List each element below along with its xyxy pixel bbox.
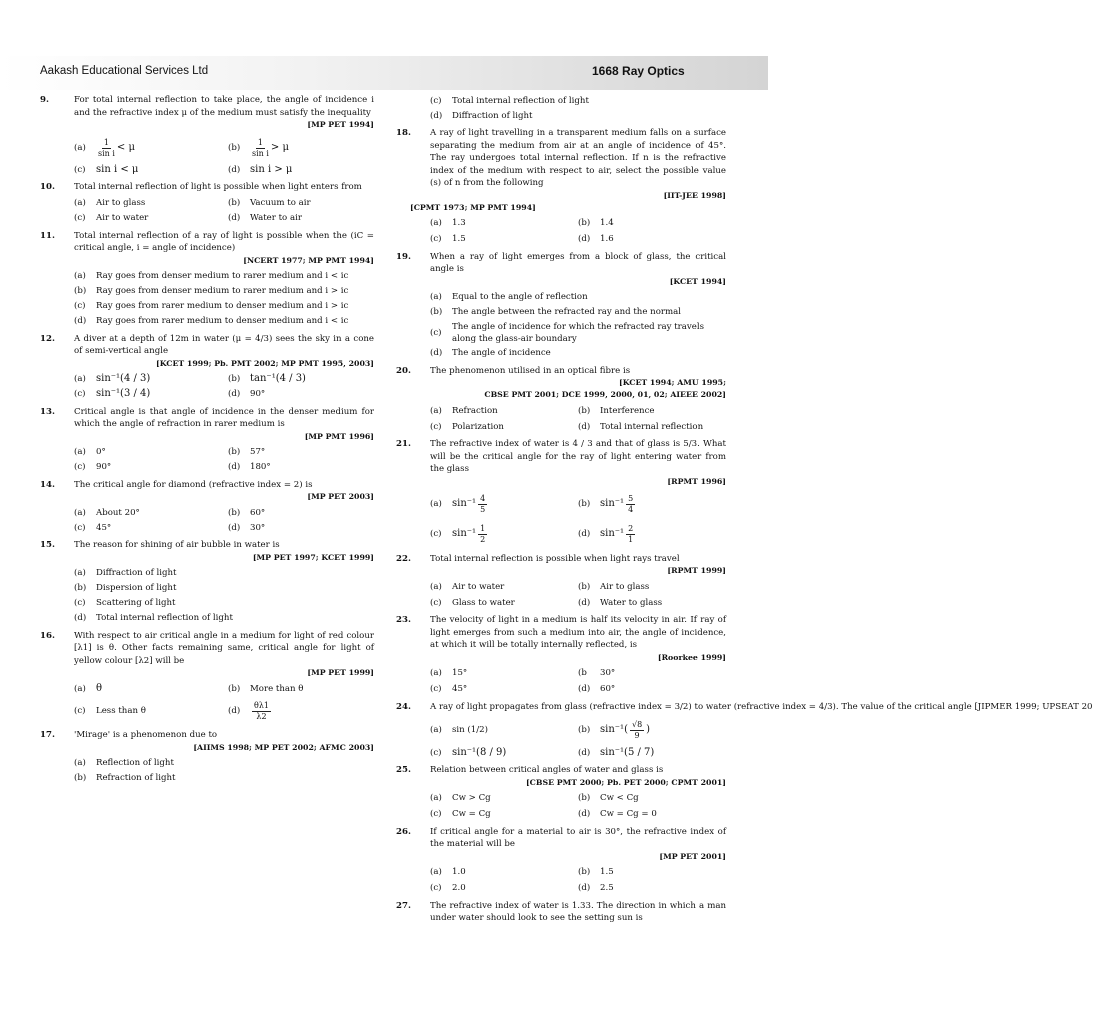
option-d: (d) 180° — [228, 462, 271, 473]
option-b: (b) $\frac{1}{\text{sin i}}$ > μ — [228, 137, 289, 158]
question-source: [MP PET 2001] — [659, 851, 726, 861]
question-stem: When a ray of light emerges from a block of glass, the critical angle is — [430, 251, 726, 274]
option-a: (a) Equal to the angle of reflection — [430, 292, 588, 303]
options — [430, 404, 726, 434]
question-number: 13. — [40, 406, 55, 417]
question-number: 10. — [40, 182, 55, 192]
question-21 — [396, 438, 726, 549]
option-a: (a) 0° — [74, 447, 106, 458]
options — [74, 197, 374, 226]
option-a: (a) Reflection of light — [74, 758, 174, 769]
option-b: (b) sin⁻¹ $\frac{5}{4}$ — [578, 494, 634, 514]
question-number: 21. — [396, 439, 411, 449]
option-b: (b) More than θ — [228, 683, 304, 694]
option-c: (c) 45° — [74, 522, 112, 533]
question-11 — [40, 230, 374, 329]
options — [430, 866, 726, 896]
question-source: [MP PMT 1996] — [304, 431, 374, 441]
question-26 — [396, 826, 726, 896]
options — [74, 567, 374, 626]
option-d: (d) Water to air — [228, 213, 302, 224]
question-17 — [40, 729, 374, 786]
question-stem: A ray of light travelling in a transparent medium falls on a surface separating the medium from air at an angle of incidence of 45°. The ray undergoes total internal reflection. If n is the refractive index of the medium with respect to air, select the possible value (s) of n from the following — [430, 128, 726, 188]
question-23 — [396, 614, 726, 697]
option-d: (d) 90° — [228, 389, 266, 400]
left-column — [40, 94, 374, 790]
question-13 — [40, 406, 374, 475]
option-d: (d) sin i > μ — [228, 163, 293, 175]
options — [430, 94, 726, 123]
option-a: (a) 15° — [430, 668, 468, 679]
question-stem: The velocity of light in a medium is half its velocity in air. If ray of light emerges from such a medium into air, the angle of incidence, at which it will be totally internally reflected, is — [430, 615, 726, 650]
option-d: (d) 1.6 — [578, 234, 614, 245]
option-a: (a) Air to glass — [74, 198, 146, 209]
fraction: $\frac{√8}{9}$ — [631, 719, 643, 740]
question-19 — [396, 251, 726, 361]
option-d: (d) 60° — [578, 684, 616, 695]
question-source-secondary: CBSE PMT 2001; DCE 1999, 2000, 01, 02; AIEEE 2002] — [484, 390, 726, 399]
question-number: 26. — [396, 826, 411, 837]
fraction: $\frac{5}{4}$ — [628, 494, 634, 514]
options — [74, 373, 374, 402]
option-d: (d) Total internal reflection of light — [74, 613, 233, 624]
question-stem: Total internal reflection of a ray of light is possible when the (iC = critical angle, i = angle of incidence) — [74, 230, 374, 253]
question-17-continued — [396, 94, 726, 123]
option-d: (d) 2.5 — [578, 883, 614, 894]
option-b: (b) Refraction of light — [74, 773, 176, 784]
question-number: 17. — [40, 730, 55, 740]
option-c: (c) 2.0 — [430, 883, 466, 894]
option-d: (d) sin⁻¹(5 / 7) — [578, 746, 655, 758]
options — [430, 580, 726, 610]
question-22 — [396, 553, 726, 611]
question-27 — [396, 900, 726, 925]
question-source: [CBSE PMT 2000; Pb. PET 2000; CPMT 2001] — [525, 777, 726, 787]
options — [430, 792, 726, 822]
question-stem: Critical angle is that angle of incidence in the denser medium for which the angle of refraction in rarer medium is — [74, 406, 374, 429]
question-source-secondary: [CPMT 1973; MP PMT 1994] — [410, 202, 536, 212]
question-source: [MP PET 1994] — [307, 120, 374, 129]
option-b: (b) tan⁻¹(4 / 3) — [228, 373, 306, 385]
question-9 — [40, 94, 374, 177]
question-stem: If critical angle for a material to air is 30°, the refractive index of the material will be — [430, 826, 726, 849]
option-b: (b) 60° — [228, 507, 266, 518]
options — [430, 667, 726, 697]
fraction: $\frac{1}{\text{sin i}}$ — [252, 137, 269, 158]
option-d: (d) Cw = Cg = 0 — [578, 809, 657, 820]
question-number: 11. — [40, 230, 55, 241]
option-a: (a) $\frac{1}{\text{sin i}}$ < μ — [74, 137, 135, 158]
question-stem: The phenomenon utilised in an optical fibre is — [430, 365, 631, 376]
fraction: $\frac{\theta\lambda 1}{\lambda 2}$ — [254, 700, 269, 721]
option-c: (c) Glass to water — [430, 597, 515, 608]
option-a: (a) sin⁻¹ $\frac{4}{5}$ — [430, 494, 486, 514]
question-stem: The reason for shining of air bubble in water is — [74, 540, 280, 550]
option-b: (b) 1.4 — [578, 218, 614, 229]
option-b: (b) sin⁻¹ ( $\frac{√8}{9}$ ) — [578, 719, 651, 740]
question-source: [MP PET 1999] — [307, 668, 374, 677]
option-a: (a) 1.0 — [430, 867, 466, 878]
top-margin — [0, 0, 768, 56]
question-number: 20. — [396, 365, 411, 376]
option-d: (d) $\frac{\theta\lambda 1}{\lambda 2}$ — [228, 700, 269, 721]
option-a: (a) sin (1/2) — [430, 724, 488, 735]
option-a: (a) Air to water — [430, 581, 505, 592]
publisher-name: Aakash Educational Services Ltd — [40, 65, 209, 77]
option-c: (c) 1.5 — [430, 234, 466, 245]
option-c: (c) 90° — [74, 462, 112, 473]
option-a: (a) Diffraction of light — [74, 568, 177, 579]
question-25 — [396, 764, 726, 822]
fraction: $\frac{4}{5}$ — [480, 494, 486, 514]
option-c: (c) Scattering of light — [74, 598, 176, 609]
question-24 — [396, 701, 1093, 761]
question-number: 19. — [396, 251, 411, 262]
option-d: (d) Total internal reflection — [578, 421, 704, 432]
question-source: [RPMT 1996] — [667, 476, 726, 486]
option-b: (b) Interference — [578, 405, 655, 416]
question-number: 23. — [396, 615, 411, 625]
question-20 — [396, 365, 726, 435]
question-number: 16. — [40, 630, 55, 641]
question-stem: 'Mirage' is a phenomenon due to — [74, 730, 218, 740]
question-stem: For total internal reflection to take place, the angle of incidence i and the refractive index μ of the medium must satisfy the inequality — [74, 95, 374, 118]
option-b: (b) The angle between the refracted ray and the normal — [430, 307, 681, 318]
option-d: (d) Water to glass — [578, 597, 663, 608]
question-stem: The refractive index of water is 1.33. The direction in which a man under water should look to see the setting sun is — [430, 900, 726, 923]
question-stem: The critical angle for diamond (refractive index = 2) is — [74, 479, 313, 490]
options — [430, 291, 726, 361]
option-a: (a) About 20° — [74, 507, 140, 518]
option-d: (d) Diffraction of light — [430, 110, 533, 121]
option-c: (c) Cw = Cg — [430, 809, 491, 820]
option-d: (d) The angle of incidence — [430, 348, 551, 359]
option-c: (c) The angle of incidence for which the refracted ray travels along the glass-air boundary — [430, 321, 705, 344]
question-stem: Total internal reflection is possible when light rays travel — [430, 553, 680, 564]
options — [74, 506, 374, 535]
question-number: 27. — [396, 900, 411, 911]
question-source: [NCERT 1977; MP PMT 1994] — [243, 255, 374, 265]
question-number: 15. — [40, 540, 55, 550]
option-b: (b) Air to glass — [578, 581, 650, 592]
question-number: 14. — [40, 479, 55, 490]
question-source: [RPMT 1999] — [667, 566, 726, 575]
option-a: (a) Cw > Cg — [430, 793, 491, 804]
option-c: (c) sin⁻¹(8 / 9) — [430, 746, 507, 758]
question-number: 18. — [396, 128, 411, 138]
option-d: (d) Ray goes from rarer medium to denser medium and i < ic — [74, 316, 349, 327]
option-c: (c) Less than θ — [74, 705, 146, 716]
question-source: [KCET 1994; AMU 1995; — [619, 378, 726, 387]
question-stem: A ray of light propagates from glass (refractive index = 3/2) to water (refractive index = 4/3). The value of the critical angle [JIPMER 1999; UPSEAT 20 — [430, 701, 1093, 712]
question-source: [KCET 1999; Pb. PMT 2002; MP PMT 1995, 2003] — [156, 358, 374, 368]
option-a: (a) 1.3 — [430, 218, 466, 229]
question-18 — [396, 127, 726, 247]
page-header — [0, 56, 768, 90]
question-15 — [40, 539, 374, 626]
option-c: (c) Polarization — [430, 421, 504, 432]
question-source: [IIT-JEE 1998] — [663, 190, 726, 200]
option-b: (b 30° — [578, 668, 616, 679]
fraction: $\frac{2}{1}$ — [628, 524, 634, 544]
question-12 — [40, 333, 374, 402]
options — [430, 716, 726, 760]
option-c: (c) Air to water — [74, 213, 149, 224]
question-stem: The refractive index of water is 4 / 3 and that of glass is 5/3. What will be the critical angle for the ray of light entering water from the glass — [430, 439, 726, 474]
options — [74, 134, 374, 177]
question-source: [Roorkee 1999] — [657, 652, 726, 662]
options — [74, 757, 374, 786]
question-stem: Relation between critical angles of water and glass is — [430, 765, 664, 775]
option-d: (d) sin⁻¹ $\frac{2}{1}$ — [578, 524, 634, 544]
option-b: (b) 1.5 — [578, 867, 614, 878]
option-b: (b) Ray goes from denser medium to rarer medium and i > ic — [74, 286, 349, 297]
option-b: (b) 57° — [228, 447, 266, 458]
question-source: [MP PET 1997; KCET 1999] — [252, 552, 374, 562]
options — [74, 446, 374, 475]
question-number: 12. — [40, 333, 55, 344]
option-c: (c) Total internal reflection of light — [430, 95, 589, 106]
question-10 — [40, 181, 374, 226]
question-16 — [40, 630, 374, 726]
option-a: (a) θ — [74, 682, 103, 694]
option-c: (c) Ray goes from rarer medium to denser medium and i > ic — [74, 301, 349, 312]
option-a: (a) Ray goes from denser medium to rarer medium and i < ic — [74, 271, 349, 282]
options — [74, 682, 374, 725]
question-source: [AIIMS 1998; MP PET 2002; AFMC 2003] — [193, 742, 374, 752]
question-number: 9. — [40, 95, 49, 105]
question-stem: With respect to air critical angle in a medium for light of red colour [λ1] is θ. Other facts remaining same, critical angle for light of yellow colour [λ2] will be — [74, 630, 374, 666]
question-number: 25. — [396, 765, 411, 775]
option-c: (c) sin⁻¹(3 / 4) — [74, 388, 151, 400]
option-b: (b) Dispersion of light — [74, 583, 177, 594]
question-number: 22. — [396, 553, 411, 564]
options — [430, 217, 726, 247]
options — [430, 491, 726, 549]
question-stem: Total internal reflection of light is possible when light enters from — [74, 182, 362, 192]
option-a: (a) Refraction — [430, 405, 498, 416]
fraction: $\frac{1}{\text{sin i}}$ — [98, 137, 115, 158]
option-a: (a) sin⁻¹(4 / 3) — [74, 373, 151, 385]
question-14 — [40, 479, 374, 536]
option-c: (c) sin⁻¹ $\frac{1}{2}$ — [430, 524, 486, 544]
option-b: (b) Vacuum to air — [228, 198, 311, 209]
question-number: 24. — [396, 701, 411, 712]
fraction: $\frac{1}{2}$ — [480, 524, 486, 544]
option-d: (d) 30° — [228, 522, 266, 533]
option-c: (c) 45° — [430, 684, 468, 695]
options — [74, 270, 374, 329]
right-column — [396, 94, 1093, 927]
page-title: 1668 Ray Optics — [592, 64, 685, 78]
option-b: (b) Cw < Cg — [578, 793, 639, 804]
question-source: [KCET 1994] — [669, 276, 726, 286]
question-stem: A diver at a depth of 12m in water (μ = 4/3) sees the sky in a cone of semi-vertical angle — [74, 333, 374, 356]
question-source: [MP PET 2003] — [307, 492, 374, 501]
option-c: (c) sin i < μ — [74, 163, 139, 175]
